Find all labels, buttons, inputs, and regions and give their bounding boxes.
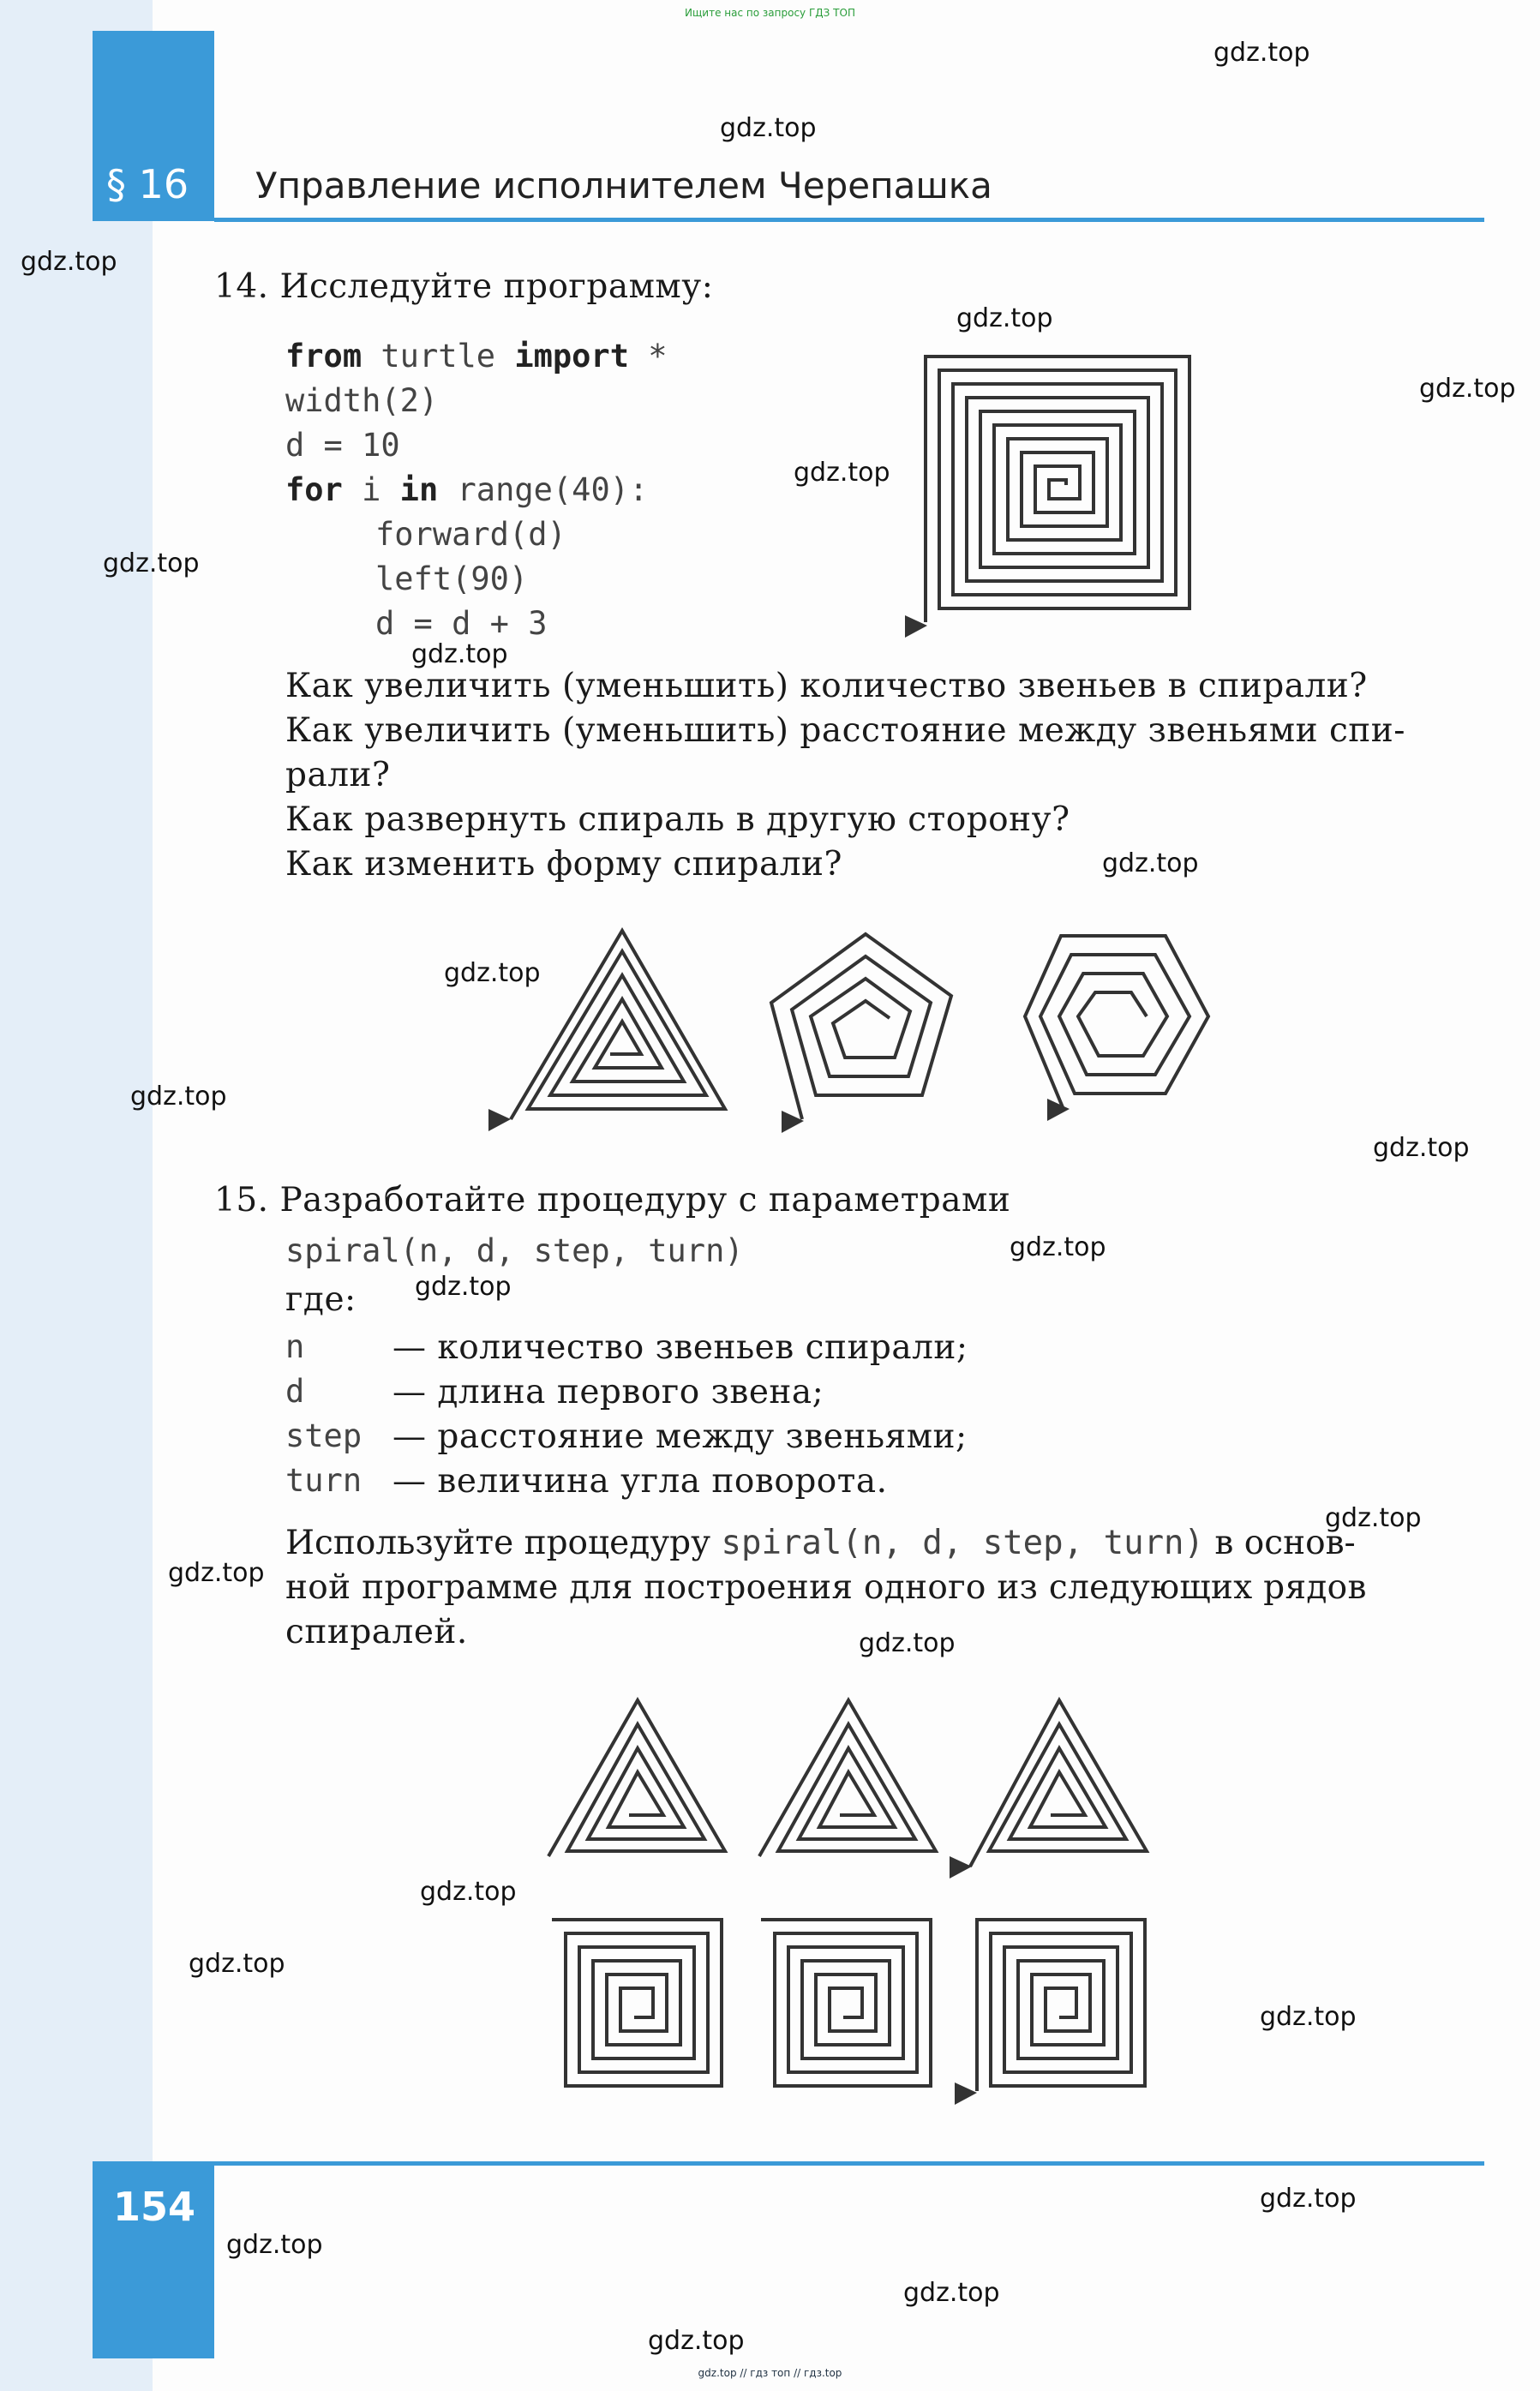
question-3: Как развернуть спираль в другую сторону? [285, 800, 1070, 839]
import-star: * [648, 338, 668, 375]
kw-from: from [285, 338, 363, 375]
param-n-desc: — количество звеньев спирали; [392, 1328, 968, 1367]
kw-for: for [285, 471, 343, 508]
loop-var: i [362, 471, 381, 508]
triangle-spiral-row [548, 1700, 1147, 1879]
page-title: Управление исполнителем Черепашка [255, 165, 992, 207]
watermark: gdz.top [1325, 1503, 1422, 1533]
param-step-desc: — расстояние между звеньями; [392, 1417, 968, 1456]
question-1: Как увеличить (уменьшить) количество звеньев в спирали? [285, 667, 1368, 705]
watermark: gdz.top [1213, 38, 1310, 68]
watermark: gdz.top [648, 2326, 745, 2356]
param-turn-name: turn [285, 1462, 363, 1499]
usage-line-3: спиралей. [285, 1613, 468, 1651]
usage-code: spiral(n, d, step, turn) [721, 1524, 1205, 1562]
section-number: § 16 [106, 161, 189, 207]
question-2-cont: рали? [285, 756, 391, 794]
code-line-3: d = 10 [285, 427, 400, 464]
triangle-spiral-1 [548, 1700, 725, 1856]
square-spiral-large [926, 357, 1189, 622]
square-spiral-3 [977, 1920, 1145, 2086]
code-line-5: forward(d) [375, 516, 566, 553]
watermark: gdz.top [1010, 1232, 1106, 1262]
task15-number: 15. [214, 1181, 269, 1219]
code-line-2: width(2) [285, 382, 439, 419]
watermark: gdz.top [1260, 2002, 1357, 2032]
watermark: gdz.top [189, 1949, 285, 1979]
where-label: где: [285, 1280, 357, 1319]
param-step-name: step [285, 1417, 363, 1454]
hexagon-spiral-example [1025, 936, 1208, 1107]
watermark: gdz.top [720, 113, 817, 143]
pentagon-spiral-example [771, 934, 951, 1119]
arrow-square-row [955, 2082, 977, 2105]
watermark: gdz.top [130, 1082, 227, 1112]
param-n-name: n [285, 1328, 305, 1365]
kw-in: in [399, 471, 439, 508]
square-spiral-2 [761, 1920, 931, 2086]
spiral-signature: spiral(n, d, step, turn) [285, 1232, 744, 1269]
watermark: gdz.top [168, 1558, 265, 1588]
watermark: gdz.top [1373, 1133, 1470, 1163]
task15-title: Разработайте процедуру с параметрами [279, 1181, 1011, 1219]
param-turn-desc: — величина угла поворота. [392, 1462, 888, 1501]
watermark: gdz.top [444, 958, 541, 988]
task14-shape-examples [488, 931, 1208, 1133]
param-d-name: d [285, 1373, 305, 1410]
page-number: 154 [113, 2184, 196, 2230]
watermark: gdz.top [411, 639, 508, 669]
param-d-desc: — длина первого звена; [392, 1373, 824, 1411]
usage-text-2: в основ- [1214, 1524, 1356, 1562]
watermark: gdz.top [903, 2278, 1000, 2308]
module-name: turtle [381, 338, 496, 375]
watermark: gdz.top [226, 2230, 323, 2260]
watermark: gdz.top [859, 1628, 956, 1658]
watermark: gdz.top [794, 458, 890, 488]
arrow-hexagon-example [1047, 1099, 1070, 1121]
usage-line-2: ной программе для построения одного из следующих рядов [285, 1568, 1367, 1607]
square-spiral-row [552, 1920, 1145, 2105]
question-4: Как изменить форму спирали? [285, 845, 842, 884]
code-line-7: d = d + 3 [375, 605, 548, 642]
watermark: gdz.top [1419, 374, 1516, 404]
square-spiral-1 [552, 1920, 722, 2086]
top-banner-note: Ищите нас по запросу ГДЗ ТОП [685, 7, 855, 19]
code-line-6: left(90) [375, 560, 529, 597]
kw-import: import [514, 338, 629, 375]
usage-text-1: Используйте процедуру [285, 1524, 711, 1562]
watermark: gdz.top [420, 1877, 517, 1907]
watermark: gdz.top [1260, 2184, 1357, 2214]
range-call: range(40): [457, 471, 649, 508]
watermark: gdz.top [1102, 848, 1199, 878]
triangle-spiral-example [511, 931, 725, 1119]
watermark: gdz.top [103, 548, 200, 578]
triangle-spiral-3 [970, 1700, 1147, 1867]
watermark: gdz.top [21, 247, 117, 277]
watermark: gdz.top [415, 1272, 512, 1302]
footer-rule [214, 2161, 1484, 2166]
watermark: gdz.top [956, 303, 1053, 333]
bottom-banner-note: gdz.top // гдз топ // гдз.top [698, 2367, 842, 2379]
arrow-triangle-example [488, 1109, 511, 1131]
question-2: Как увеличить (уменьшить) расстояние между звеньями спи- [285, 711, 1405, 750]
triangle-spiral-2 [759, 1700, 936, 1856]
task14-title: Исследуйте программу: [279, 267, 714, 306]
task14-number: 14. [214, 267, 269, 306]
arrow-triangle-row [950, 1856, 972, 1879]
square-spiral-figure [905, 357, 1189, 638]
